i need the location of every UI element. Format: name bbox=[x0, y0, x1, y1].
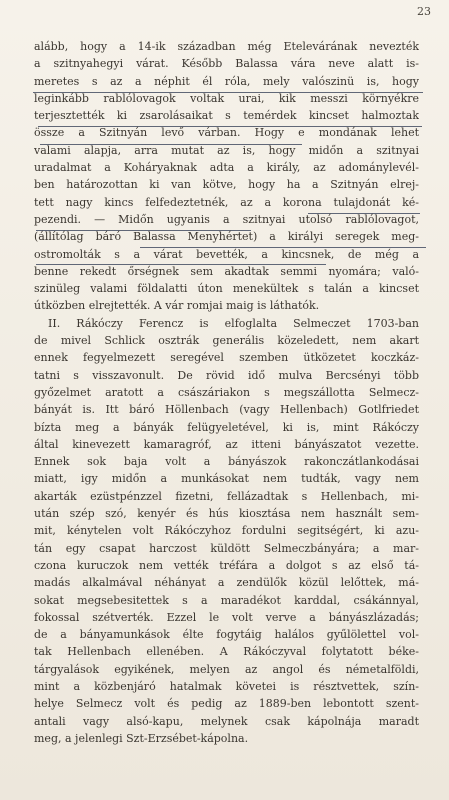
text-line: akarták ezüstpénzzel fizetni, fellázadtak s Hellenbach, mi- bbox=[34, 489, 419, 503]
text-line: helye Selmecz volt és pedig az 1889-ben lebontott szent- bbox=[34, 697, 419, 711]
text-line: miatt, igy midőn a munkásokat nem tudták, vagy nem bbox=[34, 472, 419, 486]
text-line: Ennek sok baja volt a bányászok rakonczátlankodásai bbox=[34, 455, 419, 469]
text-line: uradalmat a Koháryaknak adta a király, az adománylevél- bbox=[34, 161, 419, 175]
text-line: által kinevezett kamaragróf, az itteni bányászatot vezette. bbox=[34, 437, 419, 451]
text-line: leginkább rablólovagok voltak urai, kik messzi környékre bbox=[34, 91, 419, 105]
text-line: ben határozottan ki van kötve, hogy ha a Szitnyán elrej- bbox=[34, 178, 419, 192]
text-line: győzelmet aratott a császáriakon s megszállotta Selmecz- bbox=[34, 385, 419, 399]
text-line: fokossal szétverték. Ezzel le volt verve a bányászlázadás; bbox=[34, 610, 419, 624]
text-line: (állítólag báró Balassa Menyhértet) a királyi seregek meg- bbox=[34, 230, 419, 244]
text-line: tett nagy kincs felfedeztetnék, az a korona tulajdonát ké- bbox=[34, 195, 419, 209]
text-line: bízta meg a bányák felügyeletével, ki is, mint Rákóczy bbox=[34, 420, 419, 434]
text-line: szinüleg valami földalatti úton menekültek s talán a kincset bbox=[34, 282, 419, 296]
text-line: tán egy csapat harczost küldött Selmeczbányára; a mar- bbox=[34, 541, 419, 555]
page-number: 23 bbox=[417, 5, 431, 18]
text-line: czona kuruczok nem vették tréfára a dolgot s az első tá- bbox=[34, 558, 419, 572]
text-line: antali vagy alsó-kapu, melynek csak kápolnája maradt bbox=[34, 714, 419, 728]
text-line: tárgyalások egyikének, melyen az angol és németalföldi, bbox=[34, 662, 419, 676]
paragraph-end-line: útközben elrejtették. A vár romjai maig is láthatók. bbox=[34, 299, 320, 313]
body-text bbox=[34, 38, 419, 747]
text-line: mit, kénytelen volt Rákóczyhoz fordulni segitségért, ki azu- bbox=[34, 524, 419, 538]
text-line: ennek fegyelmezett seregével szemben ütközetet koczkáz- bbox=[34, 351, 419, 365]
text-line: bányát is. Itt báró Höllenbach (vagy Hellenbach) Gotlfriedet bbox=[34, 403, 419, 417]
text-line: tatni s visszavonult. De rövid idő mulva Bercsényi több bbox=[34, 368, 419, 382]
text-line: pezendi. — Midőn ugyanis a szitnyai utolsó rablólovagot, bbox=[34, 212, 419, 226]
text-line: terjesztették ki zsarolásaikat s temérdek kincset halmoztak bbox=[34, 109, 419, 123]
paragraph-start-line: II. Rákóczy Ferencz is elfoglalta Selmeczet 1703-ban bbox=[48, 316, 419, 330]
text-line: benne rekedt őrségnek sem akadtak semmi nyomára; való- bbox=[34, 264, 419, 278]
paragraph-end-line: meg, a jelenlegi Szt-Erzsébet-kápolna. bbox=[34, 731, 249, 745]
text-line: ostromolták s a várat bevették, a kincsnek, de még a bbox=[34, 247, 419, 261]
text-line: mint a közbenjáró hatalmak követei is résztvettek, szín- bbox=[34, 679, 419, 693]
text-line: meretes s az a néphit él róla, mely valószinü is, hogy bbox=[34, 74, 419, 88]
text-line: sokat megsebesitettek s a maradékot karddal, csákánnyal, bbox=[34, 593, 419, 607]
text-line: madás alkalmával néhányat a zendülők közül lelőttek, má- bbox=[34, 576, 419, 590]
text-line: alább, hogy a 14-ik században még Etelevárának nevezték bbox=[34, 40, 419, 53]
text-line: de a bányamunkások élte fogytáig halálos gyűlölettel vol- bbox=[34, 628, 419, 642]
text-line: a szitnyahegyi várat. Később Balassa vára neve alatt is- bbox=[34, 57, 419, 71]
text-line: valami alapja, arra mutat az is, hogy midőn a szitnyai bbox=[34, 143, 419, 157]
text-line: után szép szó, kenyér és hús kiosztása nem használt sem- bbox=[34, 507, 419, 521]
text-line: de mivel Schlick osztrák generális közeledett, nem akart bbox=[34, 334, 419, 348]
text-line: össze a Szitnyán levő várban. Hogy e mondának lehet bbox=[34, 126, 419, 140]
text-line: tak Hellenbach ellenében. A Rákóczyval folytatott béke- bbox=[34, 645, 419, 659]
